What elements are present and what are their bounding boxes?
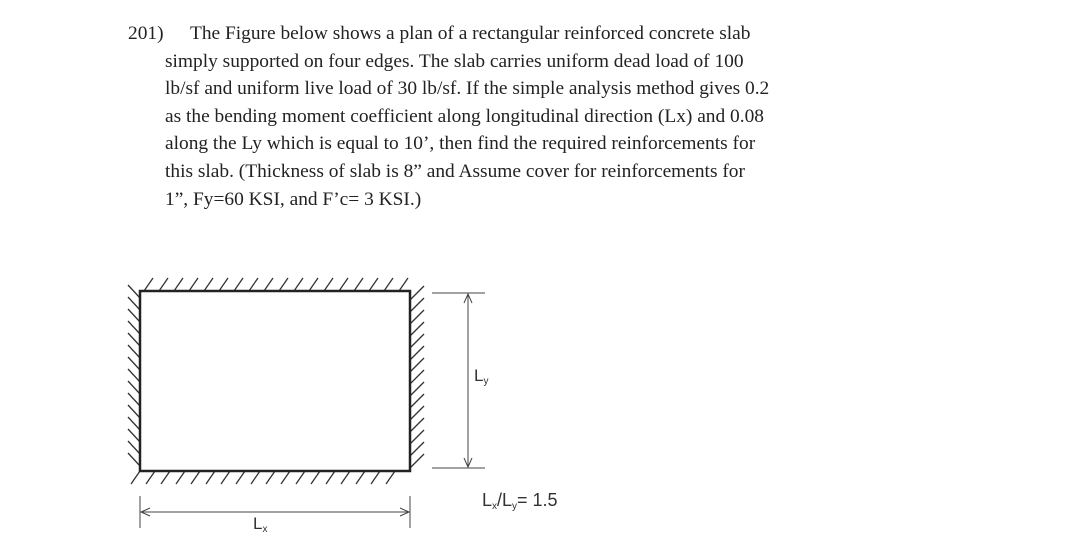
problem-line-7: 1”, Fy=60 KSI, and F’c= 3 KSI.): [165, 188, 422, 210]
support-hatching: [128, 278, 424, 484]
ly-label: $L_y$: [474, 366, 489, 387]
problem-line-6: this slab. (Thickness of slab is 8” and Assume cover for reinforcements for: [165, 160, 745, 182]
problem-line-5: along the Ly which is equal to 10’, then find the required reinforcements for: [165, 133, 756, 155]
lx-label: $L_x$: [253, 514, 268, 535]
problem-line-3: lb/sf and uniform live load of 30 lb/sf. If the simple analysis method gives 0.2: [165, 78, 770, 100]
problem-text-1: The Figure below shows a plan of a rectangular reinforced concrete slab: [190, 23, 751, 44]
problem-line-4: as the bending moment coefficient along longitudinal direction (Lx) and 0.08: [165, 105, 764, 127]
problem-number: 201): [128, 23, 164, 44]
lx-dimension: [140, 496, 410, 528]
aspect-ratio-label: $L_x/L_y= 1.5$: [482, 490, 558, 512]
slab-outline: [140, 291, 410, 471]
problem-line-2: simply supported on four edges. The slab carries uniform dead load of 100: [165, 50, 744, 72]
